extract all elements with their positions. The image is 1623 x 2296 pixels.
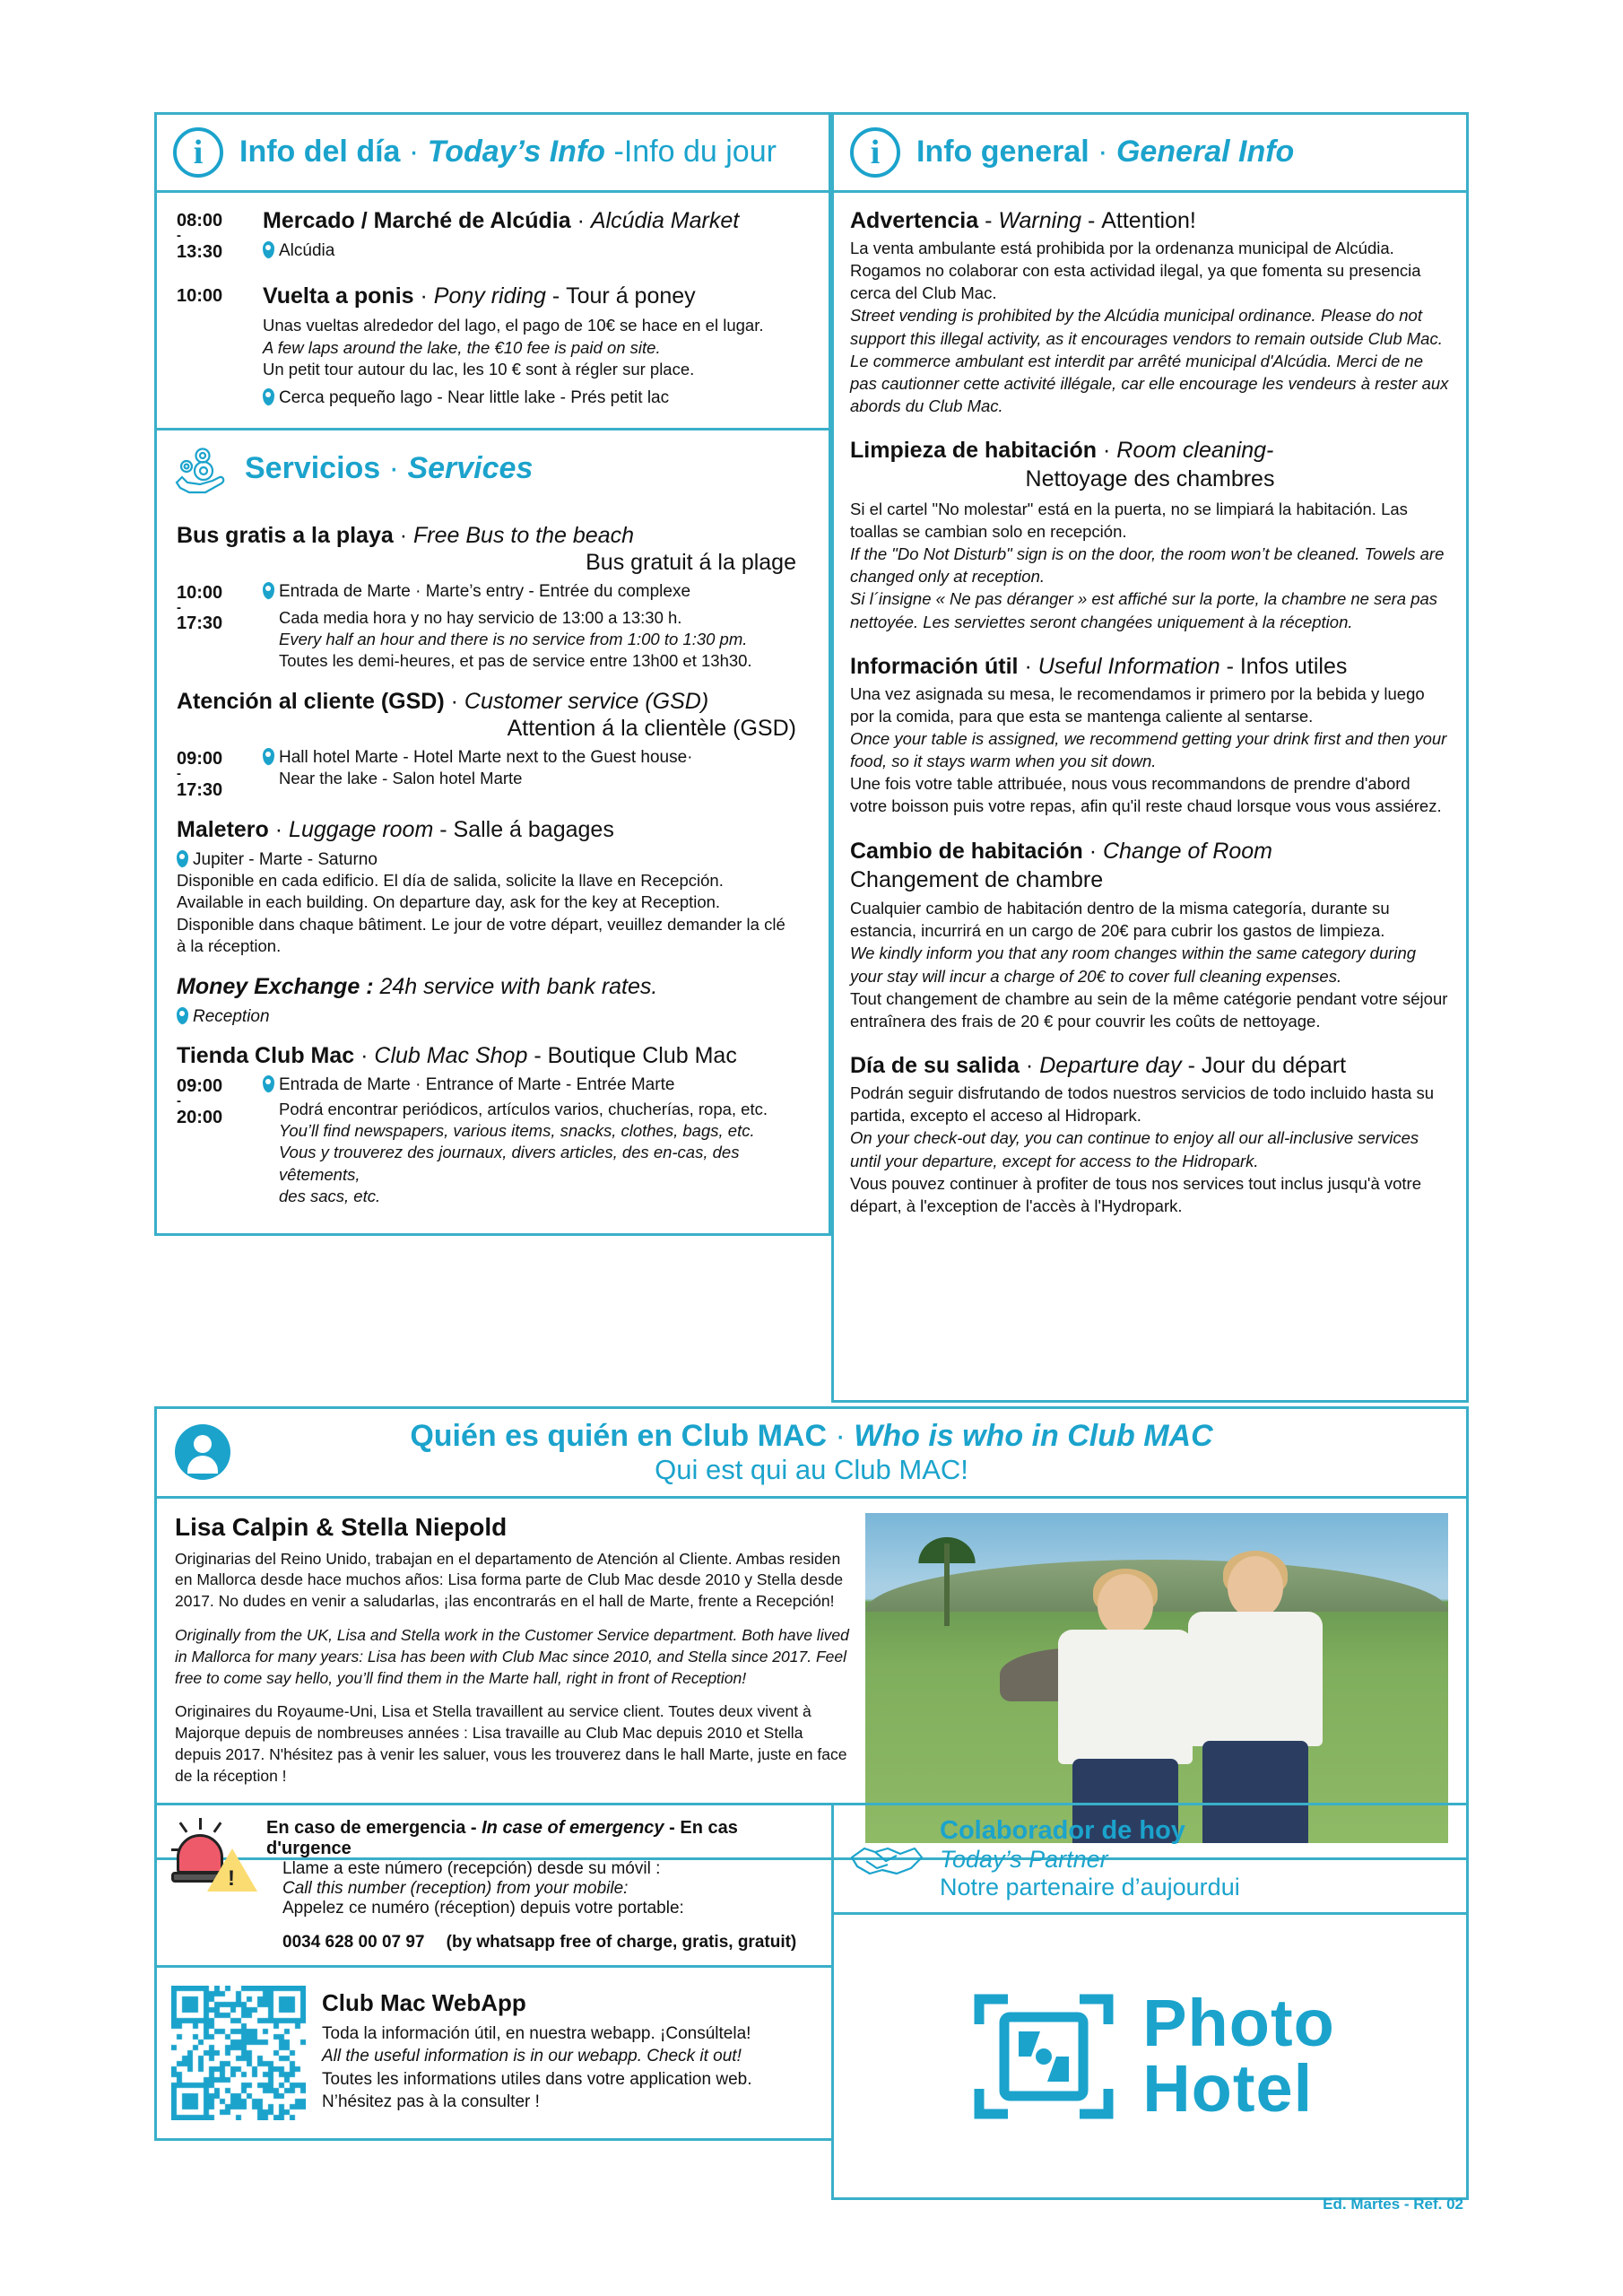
block-title <box>850 838 1450 865</box>
block-text-es: Cualquier cambio de habitación dentro de la misma categoría, durante su estancia, incurrirá en un cargo de 20€ para cubrir los gastos de limpieza. <box>850 899 1390 941</box>
block-title <box>850 437 1450 464</box>
block-text-en: We kindly inform you that any room changes within the same category during your stay will incur a charge of 20€ to cover full cleaning expenses. <box>850 944 1417 986</box>
service-title-dash: - <box>439 817 447 842</box>
partner-titles <box>940 1816 1452 1901</box>
service-desc-es: Cada media hora y no hay servicio de 13:00 a 13:30 h. <box>279 607 682 627</box>
who-title-en: Who is who in Club MAC <box>854 1419 1213 1453</box>
partner-header <box>834 1803 1469 1915</box>
photo-head <box>1228 1556 1283 1619</box>
service-title-es: Tienda Club Mac <box>177 1042 355 1068</box>
info-circle-icon: i <box>850 127 900 178</box>
service-title <box>177 688 809 715</box>
block-sep: · <box>1103 438 1111 464</box>
event-desc-en: A few laps around the lake, the €10 fee is paid on site. <box>263 337 661 357</box>
event-time-dash: - <box>177 228 181 244</box>
who-title-line1 <box>248 1418 1375 1454</box>
general-block <box>850 437 1450 632</box>
gears-in-hand-icon <box>173 443 229 495</box>
service-location <box>263 1073 809 1095</box>
service-location-text: Entrada de Marte · Entrance of Marte - Entrée Marte <box>279 1074 675 1094</box>
service-time <box>177 1073 263 1208</box>
services-title <box>245 451 533 486</box>
partner-logo-text <box>1142 1986 1335 2126</box>
partner-title-es: Colaborador de hoy <box>940 1816 1185 1845</box>
who-paragraph-es: Originarias del Reino Unido, trabajan en el departamento de Atención al Cliente. Ambas residen en Mallorca desde hace muchos años: Lisa forma parte de Club Mac desde 2010 y Stella desde 2017. No dudes en venir a saludarlas, ¡las encontrarás en el hall de Marte, frente a Recepción! <box>175 1549 844 1611</box>
service-title-es: Bus gratis a la playa <box>177 522 394 548</box>
service-title <box>177 522 809 549</box>
block-title-fr: Changement de chambre <box>850 866 1104 892</box>
service-desc-es: Near the lake - Salon hotel Marte <box>279 768 523 787</box>
general-info-title-en: General Info <box>1115 135 1295 170</box>
today-info-body <box>154 190 831 430</box>
service-location-text: Entrada de Marte · Marte’s entry - Entrée du complexe <box>279 581 691 601</box>
general-block <box>850 838 1450 1032</box>
event-location <box>263 239 809 261</box>
emergency-title-en: In case of emergency <box>482 1818 664 1838</box>
service-title-es: Atención al cliente (GSD) <box>177 688 445 714</box>
who-text-column <box>175 1513 849 1843</box>
block-title <box>850 207 1450 234</box>
block-text-fr: Vous pouvez continuer à profiter de tous nos services tout inclus jusqu'à votre départ, à l'exception de l'accès à l'Hydropark. <box>850 1173 1422 1215</box>
event-time-start: 10:00 <box>177 286 223 307</box>
handshake-icon <box>848 1834 925 1884</box>
emergency-line-fr: Appelez ce numéro (réception) depuis votre portable: <box>282 1899 684 1918</box>
event-location <box>263 386 809 408</box>
service-item <box>177 688 809 801</box>
who-paragraph-en: Originally from the UK, Lisa and Stella work in the Customer Service department. Both have lived in Mallorca for many years: Lisa has been with Club Mac since 2010, and Stella since 2017. Feel free to come say hello, you’ll find them in the Marte hall, right in front of Reception! <box>175 1626 849 1687</box>
top-content-grid <box>154 112 1469 1403</box>
block-title-es: Advertencia <box>850 208 979 233</box>
service-body <box>263 579 809 673</box>
location-pin-icon <box>263 1075 274 1092</box>
webapp-line-fr-2: N’hésitez pas à la consulter ! <box>322 2092 540 2112</box>
location-pin-icon <box>263 582 274 599</box>
block-text-fr: Le commerce ambulant est interdit par arrêté municipal d'Alcúdia. Merci de ne pas cautionner cette activité illégale, car elle encourage les vendeurs à rester aux abords du Club Mac. <box>850 351 1449 416</box>
event-title-dash: - <box>551 283 560 309</box>
service-title-dash: - <box>534 1042 542 1068</box>
staff-photo <box>865 1513 1448 1843</box>
footer-reference: Ed. Martes - Ref. 02 <box>1323 2196 1463 2213</box>
event-title <box>263 207 809 234</box>
service-desc-fr-2: des sacs, etc. <box>279 1187 381 1206</box>
service-sep: · <box>274 817 283 842</box>
event-title-sep: · <box>577 208 585 233</box>
block-title-fr: Infos utiles <box>1239 653 1348 679</box>
service-row <box>177 1073 809 1208</box>
block-text-es: Una vez asignada su mesa, le recomendamos ir primero por la bebida y luego por la comida, para que esta se mantenga caliente al sentarse. <box>850 683 1425 726</box>
emergency-title-fr: En cas d'urgence <box>266 1818 738 1858</box>
service-title-fr: Salle á bagages <box>453 817 614 842</box>
event-row <box>177 283 809 407</box>
service-time-end: 17:30 <box>177 779 223 800</box>
service-title <box>177 816 809 843</box>
service-sep: · <box>450 688 458 714</box>
service-desc-fr-2: à la réception. <box>177 936 282 956</box>
event-title-es: Vuelta a ponis <box>263 283 414 309</box>
service-time <box>177 579 263 673</box>
block-title <box>850 1052 1450 1079</box>
service-row <box>177 745 809 801</box>
service-title-es: Money Exchange <box>177 973 360 999</box>
block-text-es: La venta ambulante está prohibida por la ordenanza municipal de Alcúdia. Rogamos no colaborar con esta actividad ilegal, ya que fomenta su presencia cerca del Club Mac. <box>850 239 1421 303</box>
service-location-text: Jupiter - Marte - Saturno <box>193 850 378 869</box>
emergency-number-row <box>266 1929 817 1952</box>
services-body <box>154 508 831 1236</box>
block-title-es: Información útil <box>850 653 1019 679</box>
emergency-box <box>154 1803 831 1968</box>
service-time-end: 17:30 <box>177 613 223 634</box>
block-title-en: Change of Room <box>1103 838 1273 864</box>
who-paragraph-fr: Originaires du Royaume-Uni, Lisa et Stella travaillent au service client. Toutes deux vivent à Majorque depuis de nombreuses années : Lisa travaille au Club Mac depuis 2010 et Stella depuis 2017. N'hésitez pas à venir les saluer, vous les trouverez dans le hall Marte, juste en face de la réception ! <box>175 1702 847 1785</box>
service-desc-fr: Toutes les demi-heures, et pas de service entre 13h00 et 13h30. <box>279 651 752 671</box>
emergency-line-en: Call this number (reception) from your mobile: <box>282 1879 629 1898</box>
services-sep: · <box>388 450 399 485</box>
who-sep: · <box>835 1419 846 1453</box>
emergency-title-es: En caso de emergencia <box>266 1818 466 1838</box>
general-info-title-es: Info general <box>916 135 1089 170</box>
service-location <box>177 848 809 870</box>
block-text-es: Podrán seguir disfrutando de todos nuestros servicios de todo incluido hasta su partida, excepto el acceso al Hidropark. <box>850 1083 1434 1126</box>
block-dash-1: - <box>985 208 993 233</box>
event-desc-es: Unas vueltas alrededor del lago, el pago de 10€ se hace en el lugar. <box>263 316 764 335</box>
general-block <box>850 1052 1450 1217</box>
event-time-end: 13:30 <box>177 241 223 262</box>
block-sep: · <box>1025 1053 1034 1079</box>
service-title-fr: Boutique Club Mac <box>547 1042 737 1068</box>
service-title <box>177 973 809 1000</box>
block-text-es: Si el cartel "No molestar" está en la puerta, no se limpiará la habitación. Las toallas se cambian solo en recepción. <box>850 499 1408 541</box>
block-dash-2: - <box>1087 208 1096 233</box>
block-text-en: On your check-out day, you can continue to enjoy all our all-inclusive services until your departure, except for access to the Hidropark. <box>850 1128 1419 1170</box>
who-title-fr: Qui est qui au Club MAC! <box>655 1454 968 1486</box>
service-row <box>177 579 809 673</box>
today-info-header <box>154 112 831 190</box>
block-dash: - <box>1226 653 1234 679</box>
block-title-fr: Nettoyage des chambres <box>1025 466 1275 492</box>
block-sep: · <box>1089 838 1098 864</box>
service-time-dash: - <box>177 1093 181 1109</box>
photo-torso <box>1188 1612 1323 1746</box>
service-title-en: Free Bus to the beach <box>413 522 634 548</box>
block-text-fr: Si l´insigne « Ne pas déranger » est affiché sur la porte, la chambre ne sera pas nettoyée. Les serviettes seront changées uniquement à la réception. <box>850 589 1438 631</box>
warning-exclamation: ! <box>228 1866 235 1891</box>
who-is-who-section <box>154 1406 1469 1860</box>
block-title-en: Departure day <box>1039 1053 1182 1079</box>
service-title-es: Maletero <box>177 817 269 842</box>
today-info-title <box>239 135 777 170</box>
event-title <box>263 283 809 309</box>
service-item <box>177 816 809 958</box>
today-info-title-fr: Info du jour <box>623 135 777 170</box>
today-info-sep: · <box>408 135 420 170</box>
partner-title-fr: Notre partenaire d’aujourdui <box>940 1874 1240 1901</box>
block-sep: · <box>1024 653 1032 679</box>
service-desc-es: Podrá encontrar periódicos, artículos varios, chucherías, ropa, etc. <box>279 1099 768 1118</box>
block-title-es: Limpieza de habitación <box>850 438 1098 464</box>
emergency-line-es: Llame a este número (recepción) desde su móvil : <box>282 1859 661 1878</box>
emergency-note: (by whatsapp free of charge, gratis, gratuit) <box>446 1933 797 1952</box>
general-info-header <box>834 112 1469 190</box>
service-desc-en: Available in each building. On departure day, ask for the key at Reception. <box>177 892 721 912</box>
service-title-en: Luggage room <box>289 817 434 842</box>
photo-person-right <box>1179 1556 1332 1843</box>
bottom-content-grid <box>154 1803 1469 2200</box>
webapp-line-fr-1: Toutes les informations utiles dans votre application web. <box>322 2069 752 2089</box>
webapp-title: Club Mac WebApp <box>322 1989 526 2016</box>
block-title-es: Cambio de habitación <box>850 838 1083 864</box>
event-title-es: Mercado / Marché de Alcúdia <box>263 208 571 233</box>
event-body <box>263 207 809 263</box>
general-info-body <box>834 190 1469 1403</box>
photo-palm-tree <box>898 1518 996 1626</box>
event-location-text: Cerca pequeño lago - Near little lake - Prés petit lac <box>279 387 670 407</box>
service-desc-es: Disponible en cada edificio. El día de salida, solicite la llave en Recepción. <box>177 871 724 890</box>
service-title-en: Customer service (GSD) <box>464 688 709 714</box>
service-item <box>177 973 809 1027</box>
block-text-en: Once your table is assigned, we recommend getting your drink first and then your food, so it stays warm when you sit down. <box>850 729 1447 771</box>
location-pin-icon <box>263 748 274 765</box>
today-info-dash: - <box>613 135 624 170</box>
webapp-text <box>322 1986 817 2120</box>
block-text-fr: Tout changement de chambre au sein de la même catégorie pendant votre séjour entraînera des frais de 20 € pour couvrir les coûts de nettoyage. <box>850 988 1448 1031</box>
today-info-title-es: Info del día <box>239 135 401 170</box>
webapp-line-en: All the useful information is in our webapp. Check it out! <box>322 2047 742 2066</box>
event-title-en: Alcúdia Market <box>590 208 740 233</box>
block-text-fr: Une fois votre table attribuée, nous vous recommandons de prendre d'abord votre boisson puis votre repas, afin qu'il reste chaud lorsque vous vous assiérez. <box>850 774 1442 816</box>
service-title <box>177 1042 809 1069</box>
staff-names: Lisa Calpin & Stella Niepold <box>175 1512 508 1541</box>
block-title-es: Día de su salida <box>850 1053 1020 1079</box>
bottom-left-column <box>154 1803 831 2200</box>
service-time <box>177 745 263 801</box>
partner-title-en: Today’s Partner <box>940 1846 1108 1874</box>
service-time-end: 20:00 <box>177 1107 223 1127</box>
service-location <box>263 579 809 602</box>
event-time <box>177 207 263 263</box>
logo-line-2: Hotel <box>1142 2050 1314 2126</box>
service-time-dash: - <box>177 766 181 782</box>
block-title-fr: Attention! <box>1101 208 1196 233</box>
service-desc-en: You’ll find newspapers, various items, snacks, clothes, bags, etc. <box>279 1121 755 1141</box>
block-text-en: If the "Do Not Disturb" sign is on the door, the room won’t be cleaned. Towels are changed only at reception. <box>850 544 1445 587</box>
info-circle-icon: i <box>173 127 223 178</box>
event-time-start: 08:00 <box>177 211 223 230</box>
emergency-dash-2: - <box>669 1818 675 1838</box>
service-title-fr: Bus gratuit á la plage <box>586 549 796 575</box>
service-time-dash: - <box>177 599 181 615</box>
block-text-en: Street vending is prohibited by the Alcúdia municipal ordinance. Please do not support this illegal activity, as it encourages vendors to remain outside Club Mac. <box>850 306 1443 348</box>
block-dash: - <box>1187 1053 1195 1079</box>
general-info-title <box>916 135 1294 170</box>
photo-torso <box>1058 1630 1193 1764</box>
camera-shutter-icon <box>965 1978 1123 2135</box>
block-title-en: Room cleaning- <box>1116 438 1274 464</box>
partner-logo-area <box>834 1915 1469 2200</box>
service-desc-en: Every half an hour and there is no service from 1:00 to 1:30 pm. <box>279 629 748 648</box>
service-location-text: Hall hotel Marte - Hotel Marte next to the Guest house· <box>279 747 693 767</box>
who-is-who-header <box>154 1406 1469 1496</box>
location-pin-icon <box>177 850 188 867</box>
general-info-sep: · <box>1098 135 1108 170</box>
event-title-en: Pony riding <box>433 283 546 309</box>
webapp-box <box>154 1968 831 2141</box>
service-body <box>263 745 809 801</box>
block-title-en: Useful Information <box>1037 653 1220 679</box>
service-location-text: Reception <box>193 1006 270 1026</box>
service-time-start: 09:00 <box>177 748 223 769</box>
siren-ray <box>179 1822 188 1832</box>
left-column <box>154 112 831 1403</box>
webapp-line-es: Toda la información útil, en nuestra webapp. ¡Consúltela! <box>322 2024 751 2043</box>
qr-code-icon[interactable] <box>171 1986 306 2120</box>
event-time <box>177 283 263 407</box>
service-item <box>177 1042 809 1208</box>
service-time-start: 09:00 <box>177 1075 223 1096</box>
emergency-heading <box>266 1818 817 1859</box>
services-header <box>154 430 831 508</box>
service-item <box>177 522 809 673</box>
event-row <box>177 207 809 263</box>
person-avatar-icon <box>175 1424 230 1480</box>
service-title-fr: Attention á la clientèle (GSD) <box>507 715 796 741</box>
service-sep: · <box>360 1042 369 1068</box>
who-is-who-titles <box>248 1418 1375 1487</box>
service-body <box>263 1073 809 1208</box>
emergency-dash-1: - <box>470 1818 477 1838</box>
services-title-es: Servicios <box>245 450 381 485</box>
event-location-text: Alcúdia <box>279 241 335 260</box>
event-title-fr: Tour á poney <box>566 283 696 309</box>
emergency-text <box>266 1818 817 1952</box>
logo-line-1: Photo <box>1142 1986 1335 2061</box>
right-column <box>831 112 1469 1403</box>
bottom-right-column <box>831 1803 1469 2200</box>
general-block <box>850 653 1450 818</box>
service-time-start: 10:00 <box>177 582 223 603</box>
service-sep: : <box>366 973 374 999</box>
who-title-es: Quién es quién en Club MAC <box>410 1419 828 1453</box>
event-body <box>263 283 809 407</box>
block-title <box>850 653 1450 680</box>
siren-warning-icon <box>171 1818 254 1952</box>
siren-ray <box>213 1822 222 1832</box>
service-location <box>263 745 809 768</box>
location-pin-icon <box>177 1007 188 1024</box>
service-desc-fr-1: Vous y trouverez des journaux, divers articles, des en-cas, des vêtements, <box>279 1143 740 1184</box>
service-sep: · <box>399 522 408 548</box>
emergency-phone-number[interactable]: 0034 628 00 07 97 <box>282 1933 425 1952</box>
general-block <box>850 207 1450 417</box>
location-pin-icon <box>263 241 274 258</box>
siren-ray <box>199 1818 202 1830</box>
service-title-en: Club Mac Shop <box>374 1042 528 1068</box>
block-title-fr: Jour du départ <box>1201 1053 1347 1079</box>
service-location <box>177 1004 809 1027</box>
service-title-en: 24h service with bank rates. <box>379 973 658 999</box>
services-title-en: Services <box>407 450 534 485</box>
event-desc-fr: Un petit tour autour du lac, les 10 € sont à régler sur place. <box>263 360 695 379</box>
location-pin-icon <box>263 388 274 405</box>
block-title-en: Warning <box>998 208 1081 233</box>
today-info-title-en: Today’s Info <box>427 135 606 170</box>
event-title-sep: · <box>420 283 428 309</box>
service-desc-fr-1: Disponible dans chaque bâtiment. Le jour de votre départ, veuillez demander la clé <box>177 914 785 934</box>
photo-head <box>1098 1574 1153 1637</box>
